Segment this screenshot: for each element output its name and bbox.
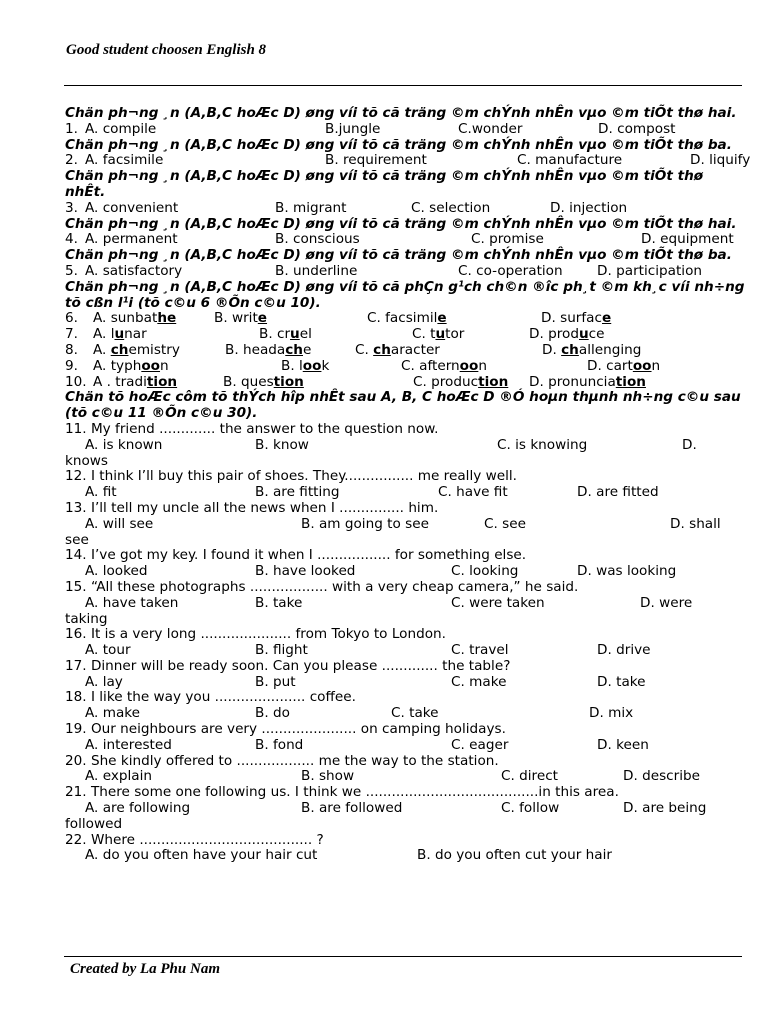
worksheet-content (65, 105, 751, 864)
answer-option[interactable] (367, 311, 447, 327)
answer-option[interactable]: A. do you often have your hair cut (85, 847, 318, 864)
question-row (65, 343, 745, 359)
answer-option[interactable]: D. are being (623, 800, 707, 817)
answer-option[interactable]: C. eager (451, 736, 509, 753)
underlined-sound: e (257, 310, 268, 327)
question-row (65, 311, 745, 327)
answer-option[interactable]: B. know (255, 436, 309, 453)
option-text: D. (542, 341, 562, 358)
option-text: B. l (281, 357, 303, 374)
question-text: 20. She kindly offered to .................. me the way to the station. (65, 752, 499, 769)
answer-option[interactable] (529, 327, 605, 343)
options-row (65, 485, 745, 501)
answer-option[interactable]: A. are following (85, 800, 191, 817)
answer-option[interactable]: B. conscious (275, 231, 360, 248)
answer-option[interactable]: B. fond (255, 736, 304, 753)
answer-option[interactable]: A. fit (85, 484, 117, 501)
answer-option[interactable]: A. have taken (85, 594, 179, 611)
underlined-sound: e (437, 310, 447, 327)
options-row (65, 643, 745, 659)
underlined-sound: u (435, 326, 446, 343)
underlined-sound: ch (285, 341, 303, 358)
option-text: aracter (390, 341, 440, 358)
option-continuation: followed (65, 815, 123, 832)
question-row (65, 359, 745, 375)
question-number: 1. (65, 120, 78, 137)
answer-option[interactable] (93, 343, 180, 359)
answer-option[interactable] (355, 343, 440, 359)
answer-option[interactable]: A. make (85, 705, 141, 722)
option-text: B. cr (259, 326, 291, 343)
option-text: C. aftern (401, 357, 460, 374)
answer-option[interactable]: C. manufacture (517, 152, 623, 169)
answer-option[interactable]: A. is known (85, 436, 163, 453)
answer-option[interactable] (413, 375, 508, 391)
question-row (65, 327, 745, 343)
footer-rule (64, 956, 742, 957)
answer-option[interactable] (281, 359, 329, 375)
answer-option[interactable] (93, 375, 177, 391)
options-row (65, 517, 745, 533)
answer-option[interactable]: C. have fit (438, 484, 508, 501)
answer-option[interactable]: C. were taken (451, 594, 545, 611)
answer-option[interactable] (542, 343, 641, 359)
option-text: allenging (578, 341, 642, 358)
answer-option[interactable]: A. looked (85, 563, 148, 580)
answer-option[interactable]: C. see (484, 515, 526, 532)
answer-option[interactable]: C. make (451, 673, 507, 690)
option-text: A. typh (93, 357, 142, 374)
underlined-sound: oo (141, 357, 161, 374)
option-text: e (303, 341, 312, 358)
section-instruction: Chän ph¬ng ¸n (A,B,C hoÆc D) øng víi tõ cã phÇn g¹ch ch©n ®îc ph¸t ©m kh¸c víi nh÷ng tõ cßn l¹i (tõ c©u 6 ®Õn c©u 10). (65, 278, 745, 311)
answer-option[interactable]: B. do (255, 705, 290, 722)
answer-option[interactable]: B. show (301, 768, 355, 785)
answer-option[interactable] (529, 375, 646, 391)
option-text: B. ques (223, 373, 274, 390)
question-text: 16. It is a very long ..................... from Tokyo to London. (65, 626, 446, 643)
underlined-sound: he (157, 310, 177, 327)
answer-option[interactable]: B.jungle (325, 120, 381, 137)
question-number: 2. (65, 152, 78, 169)
section-instruction: Chän ph¬ng ¸n (A,B,C hoÆc D) øng víi tõ cã träng ©m chÝnh nhÊn vµo ©m tiÕt thø nhÊt. (65, 168, 704, 200)
answer-option[interactable]: D. liquify (690, 152, 751, 169)
answer-option[interactable] (93, 311, 176, 327)
header-rule (64, 85, 742, 86)
answer-option[interactable] (93, 359, 169, 375)
options-row (65, 596, 745, 612)
answer-option[interactable]: A. will see (85, 515, 154, 532)
answer-option[interactable] (401, 359, 487, 375)
answer-option[interactable]: A. explain (85, 768, 152, 785)
underlined-sound: tion (273, 373, 304, 390)
answer-option[interactable]: D. describe (623, 768, 701, 785)
underlined-sound: ch (373, 341, 391, 358)
answer-option[interactable]: A. compile (85, 120, 157, 137)
header-title: Good student choosen English 8 (66, 42, 267, 58)
option-text: k (321, 357, 330, 374)
answer-option[interactable] (214, 311, 267, 327)
option-text: n (478, 357, 487, 374)
option-text: C. t (412, 326, 436, 343)
question-row (65, 122, 745, 138)
answer-option[interactable]: C. travel (451, 642, 509, 659)
question-number: 10. (65, 373, 87, 390)
option-continuation: taking (65, 610, 108, 627)
options-row (65, 675, 745, 691)
option-text: A . tradi (93, 373, 147, 390)
question-text: 11. My friend ............. the answer to the question now. (65, 420, 439, 437)
answer-option[interactable]: A. permanent (85, 231, 178, 248)
option-text: emistry (128, 341, 180, 358)
option-text: C. (355, 341, 374, 358)
question-text: 13. I’ll tell my uncle all the news when I ............... him. (65, 499, 439, 516)
question-number: 6. (65, 310, 78, 327)
option-text: D. pronuncia (529, 373, 616, 390)
question-number: 9. (65, 357, 78, 374)
question-text: 18. I like the way you ..................... coffee. (65, 689, 356, 706)
question-text: 17. Dinner will be ready soon. Can you please ............. the table? (65, 657, 511, 674)
underlined-sound: u (114, 326, 125, 343)
option-text: n (160, 357, 169, 374)
underlined-sound: oo (459, 357, 479, 374)
answer-option[interactable] (541, 311, 611, 327)
answer-option[interactable] (412, 327, 464, 343)
answer-option[interactable]: B. put (255, 673, 296, 690)
underlined-sound: oo (302, 357, 322, 374)
answer-option[interactable]: D. participation (597, 262, 703, 279)
options-row (65, 769, 745, 785)
option-text: D. prod (529, 326, 579, 343)
answer-option[interactable]: D. was looking (577, 563, 677, 580)
answer-option[interactable]: D. keen (597, 736, 649, 753)
footer-author: Created by La Phu Nam (70, 961, 220, 977)
answer-option[interactable]: B. underline (275, 262, 358, 279)
answer-option[interactable]: C. selection (411, 199, 491, 216)
answer-option[interactable]: D. (682, 436, 697, 453)
option-text: D. surfac (541, 310, 602, 327)
answer-option[interactable]: D. compost (598, 120, 676, 137)
question-row (65, 232, 745, 248)
underlined-sound: u (290, 326, 300, 343)
answer-option[interactable] (259, 327, 312, 343)
answer-option[interactable]: D. equipment (641, 231, 734, 248)
option-text: el (299, 326, 312, 343)
option-text: C. facsimil (367, 310, 438, 327)
option-continuation: knows (65, 452, 109, 469)
question-text: 15. “All these photographs .................. with a very cheap camera,” he said. (65, 578, 579, 595)
option-text: C. produc (413, 373, 479, 390)
answer-option[interactable]: B. have looked (255, 563, 356, 580)
answer-option[interactable]: A. facsimile (85, 152, 164, 169)
answer-option[interactable]: C. is knowing (497, 436, 588, 453)
answer-option[interactable]: A. lay (85, 673, 123, 690)
question-number: 4. (65, 231, 78, 248)
answer-option[interactable]: B. do you often cut your hair (417, 847, 612, 864)
answer-option[interactable]: C.wonder (458, 120, 523, 137)
answer-option[interactable]: A. interested (85, 736, 172, 753)
option-text: ce (588, 326, 605, 343)
underlined-sound: ch (110, 341, 129, 358)
answer-option[interactable]: C. take (391, 705, 439, 722)
options-row (65, 738, 745, 754)
option-text: A. l (93, 326, 115, 343)
answer-option[interactable] (223, 375, 304, 391)
section-instruction: Chän ph¬ng ¸n (A,B,C hoÆc D) øng víi tõ cã träng ©m chÝnh nhÊn vµo ©m tiÕt thø ba. (65, 247, 732, 264)
option-text: tor (445, 326, 465, 343)
answer-option[interactable]: B. are followed (301, 800, 403, 817)
answer-option[interactable]: C. co-operation (458, 262, 563, 279)
answer-option[interactable]: B. take (255, 594, 303, 611)
answer-option[interactable]: D. injection (550, 199, 628, 216)
option-text: nar (124, 326, 147, 343)
option-text: B. heada (225, 341, 286, 358)
answer-option[interactable]: D. are fitted (577, 484, 659, 501)
option-text: n (651, 357, 661, 374)
answer-option[interactable]: C. looking (451, 563, 519, 580)
section-instruction: Chän tõ hoÆc côm tõ thÝch hîp nhÊt sau A, B, C hoÆc D ®Ó hoµn thµnh nh÷ng c©u sau (tõ c©u 11 ®Õn c©u 30). (65, 389, 741, 422)
section-instruction: Chän ph¬ng ¸n (A,B,C hoÆc D) øng víi tõ cã träng ©m chÝnh nhÊn vµo ©m tiÕt thø ba. (65, 136, 732, 153)
answer-option[interactable]: A. tour (85, 642, 131, 659)
question-text: 12. I think I’ll buy this pair of shoes. They................ me really well. (65, 468, 517, 485)
question-row (65, 152, 751, 169)
options-row (65, 564, 745, 580)
underlined-sound: tion (615, 373, 646, 390)
question-number: 5. (65, 262, 78, 279)
options-row (65, 848, 745, 864)
option-text: A. sunbat (93, 310, 158, 327)
underlined-sound: oo (632, 357, 652, 374)
option-text: A. (93, 341, 111, 358)
question-text: 14. I’ve got my key. I found it when I ................. for something else. (65, 547, 527, 564)
question-number: 3. (65, 199, 78, 216)
option-continuation: see (65, 531, 89, 548)
underlined-sound: tion (146, 373, 178, 390)
question-text: 22. Where ........................................ ? (65, 831, 324, 848)
answer-option[interactable]: C. promise (471, 231, 544, 248)
options-row (65, 438, 745, 454)
question-number: 8. (65, 341, 78, 358)
question-number: 7. (65, 326, 78, 343)
answer-option[interactable]: B. requirement (325, 152, 427, 169)
answer-option[interactable]: D. mix (589, 705, 634, 722)
answer-option[interactable]: D. drive (597, 642, 651, 659)
answer-option[interactable]: B. am going to see (301, 515, 429, 532)
question-text: 21. There some one following us. I think we ........................................in this area. (65, 784, 619, 801)
answer-option[interactable] (93, 327, 147, 343)
answer-option[interactable]: A. convenient (85, 199, 179, 216)
option-text: B. writ (214, 310, 258, 327)
answer-option[interactable] (225, 343, 311, 359)
question-row (65, 375, 745, 391)
option-text: D. cart (587, 357, 633, 374)
underlined-sound: u (578, 326, 589, 343)
answer-option[interactable] (587, 359, 660, 375)
underlined-sound: ch (561, 341, 579, 358)
answer-option[interactable]: B. flight (255, 642, 308, 659)
underlined-sound: e (602, 310, 612, 327)
question-row (65, 201, 745, 217)
underlined-sound: tion (478, 373, 509, 390)
answer-option[interactable]: D. were (640, 594, 693, 611)
answer-option[interactable]: C. follow (501, 800, 560, 817)
answer-option[interactable]: D. take (597, 673, 646, 690)
answer-option[interactable]: B. are fitting (255, 484, 340, 501)
answer-option[interactable]: C. direct (501, 768, 558, 785)
answer-option[interactable]: B. migrant (275, 199, 347, 216)
question-text: 19. Our neighbours are very ...................... on camping holidays. (65, 721, 506, 738)
options-row (65, 801, 745, 817)
question-row (65, 264, 745, 280)
answer-option[interactable]: D. shall (670, 515, 721, 532)
section-instruction: Chän ph¬ng ¸n (A,B,C hoÆc D) øng víi tõ cã träng ©m chÝnh nhÊn vµo ©m tiÕt thø hai. (65, 105, 737, 121)
options-row (65, 706, 745, 722)
answer-option[interactable]: A. satisfactory (85, 262, 183, 279)
section-instruction: Chän ph¬ng ¸n (A,B,C hoÆc D) øng víi tõ cã träng ©m chÝnh nhÊn vµo ©m tiÕt thø hai. (65, 215, 737, 232)
